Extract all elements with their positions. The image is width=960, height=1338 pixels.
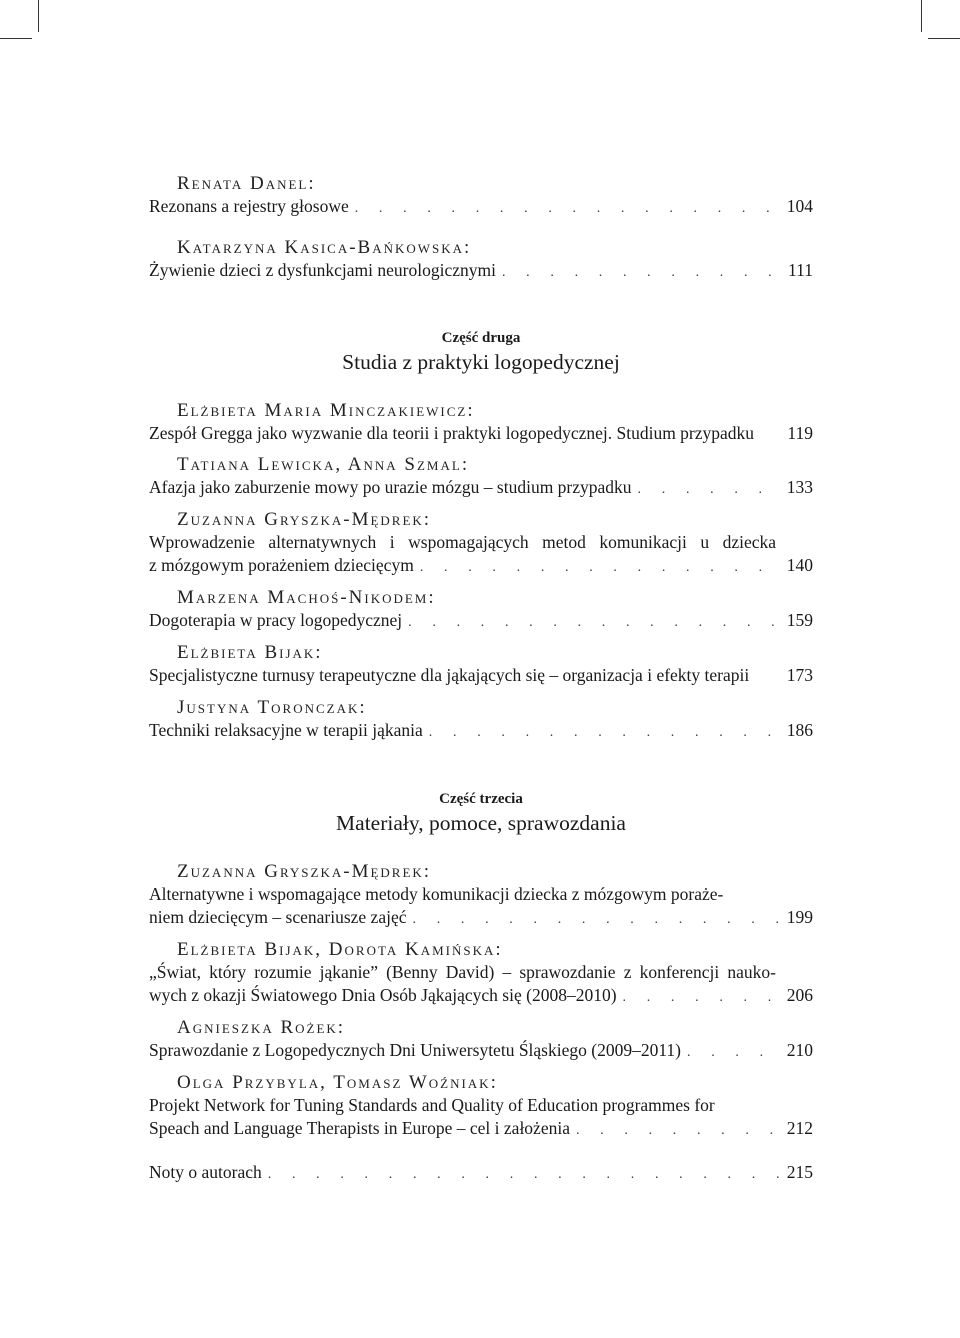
toc-title: Alternatywne i wspomagające metody komunikacji dziecka z mózgowym poraże- [149, 884, 724, 904]
toc-entry [149, 1161, 813, 1184]
toc-entry [149, 642, 813, 687]
toc-author: Zuzanna Gryszka-Mędrek: [177, 509, 432, 530]
toc-page-number: 199 [786, 907, 813, 927]
toc-page-number: 104 [786, 196, 813, 216]
toc-page-number: 140 [786, 555, 813, 575]
toc-page-number: 133 [786, 477, 813, 497]
toc-page-number: 215 [786, 1162, 813, 1182]
toc-title-cont: niem dziecięcym – scenariusze zajęć [149, 907, 407, 927]
toc-title: Techniki relaksacyjne w terapii jąkania [149, 720, 423, 740]
section-title: Materiały, pomoce, sprawozdania [336, 811, 626, 835]
toc-title: Projekt Network for Tuning Standards and Quality of Education programmes for [149, 1095, 715, 1115]
toc-page-number: 159 [786, 610, 813, 630]
toc-page-number: 210 [786, 1040, 813, 1060]
toc-title: Afazja jako zaburzenie mowy po urazie mózgu – studium przypadku [149, 477, 632, 497]
toc-author: Olga Przybyla, Tomasz Woźniak: [177, 1072, 498, 1093]
toc-title: „Świat, który rozumie jąkanie” (Benny David) – sprawozdanie z konferencji nauko- [149, 962, 776, 982]
toc-title: Rezonans a rejestry głosowe [149, 196, 349, 216]
section-label: Część druga [441, 330, 521, 346]
toc-entry [149, 861, 813, 929]
toc-title: Noty o autorach [149, 1162, 262, 1182]
toc-author: Tatiana Lewicka, Anna Szmal: [177, 454, 470, 475]
toc-page-number: 111 [788, 260, 813, 280]
section-label: Część trzecia [439, 791, 523, 807]
toc-entry [149, 1017, 813, 1062]
toc-entry [149, 400, 813, 445]
toc-title-cont: Speach and Language Therapists in Europe – cel i założenia [149, 1118, 570, 1138]
toc-title: Specjalistyczne turnusy terapeutyczne dla jąkających się – organizacja i efekty terapii [149, 665, 750, 685]
toc-page-number: 173 [786, 665, 813, 685]
toc-entry [149, 697, 813, 742]
toc-entry [149, 173, 813, 218]
toc-author: Justyna Toronczak: [177, 697, 367, 718]
leader-dots [576, 1119, 779, 1142]
toc-entry [149, 587, 813, 632]
toc-author: Elżbieta Maria Minczakiewicz: [177, 400, 475, 421]
toc-author: Marzena Machoś-Nikodem: [177, 587, 436, 608]
leader-dots [355, 197, 779, 220]
toc-title-cont: z mózgowym porażeniem dziecięcym [149, 555, 414, 575]
toc-title: Dogoterapia w pracy logopedycznej [149, 610, 403, 630]
toc-page-number: 212 [786, 1118, 813, 1138]
toc-author: Elżbieta Bijak: [177, 642, 323, 663]
crop-mark-top-left [38, 0, 39, 32]
leader-dots [413, 908, 780, 931]
toc-page-number: 186 [786, 720, 813, 740]
toc-entry [149, 237, 813, 282]
toc-page-number: 206 [786, 985, 813, 1005]
section-heading [149, 328, 813, 376]
table-of-contents [149, 173, 813, 1184]
toc-entry [149, 509, 813, 577]
toc-entry [149, 1072, 813, 1140]
toc-author: Renata Danel: [177, 173, 316, 194]
toc-title: Wprowadzenie alternatywnych i wspomagających metod komunikacji u dziecka [149, 532, 776, 552]
toc-title: Żywienie dzieci z dysfunkcjami neurologicznymi [149, 260, 496, 280]
toc-author: Katarzyna Kasica-Bańkowska: [177, 237, 472, 258]
leader-dots [687, 1041, 779, 1064]
leader-dots [502, 261, 779, 284]
section-heading [149, 789, 813, 837]
toc-title: Sprawozdanie z Logopedycznych Dni Uniwersytetu Śląskiego (2009–2011) [149, 1040, 681, 1060]
leader-dots [268, 1163, 779, 1186]
leader-dots [420, 556, 779, 579]
toc-title-cont: wych z okazji Światowego Dnia Osób Jąkających się (2008–2010) [149, 985, 617, 1005]
toc-title: Zespół Gregga jako wyzwanie dla teorii i praktyki logopedycznej. Studium przypadku [149, 423, 755, 443]
toc-author: Elżbieta Bijak, Dorota Kamińska: [177, 939, 503, 960]
leader-dots [638, 478, 779, 501]
leader-dots [429, 721, 779, 744]
toc-author: Agnieszka Rożek: [177, 1017, 346, 1038]
toc-entry [149, 939, 813, 1007]
leader-dots [408, 611, 779, 634]
crop-mark-top-right [921, 0, 922, 32]
toc-page-number: 119 [787, 423, 813, 443]
crop-mark-top-right-h [928, 38, 960, 39]
toc-author: Zuzanna Gryszka-Mędrek: [177, 861, 432, 882]
section-title: Studia z praktyki logopedycznej [342, 350, 620, 374]
leader-dots [623, 986, 779, 1009]
crop-mark-top-left-h [0, 38, 32, 39]
toc-entry [149, 454, 813, 499]
